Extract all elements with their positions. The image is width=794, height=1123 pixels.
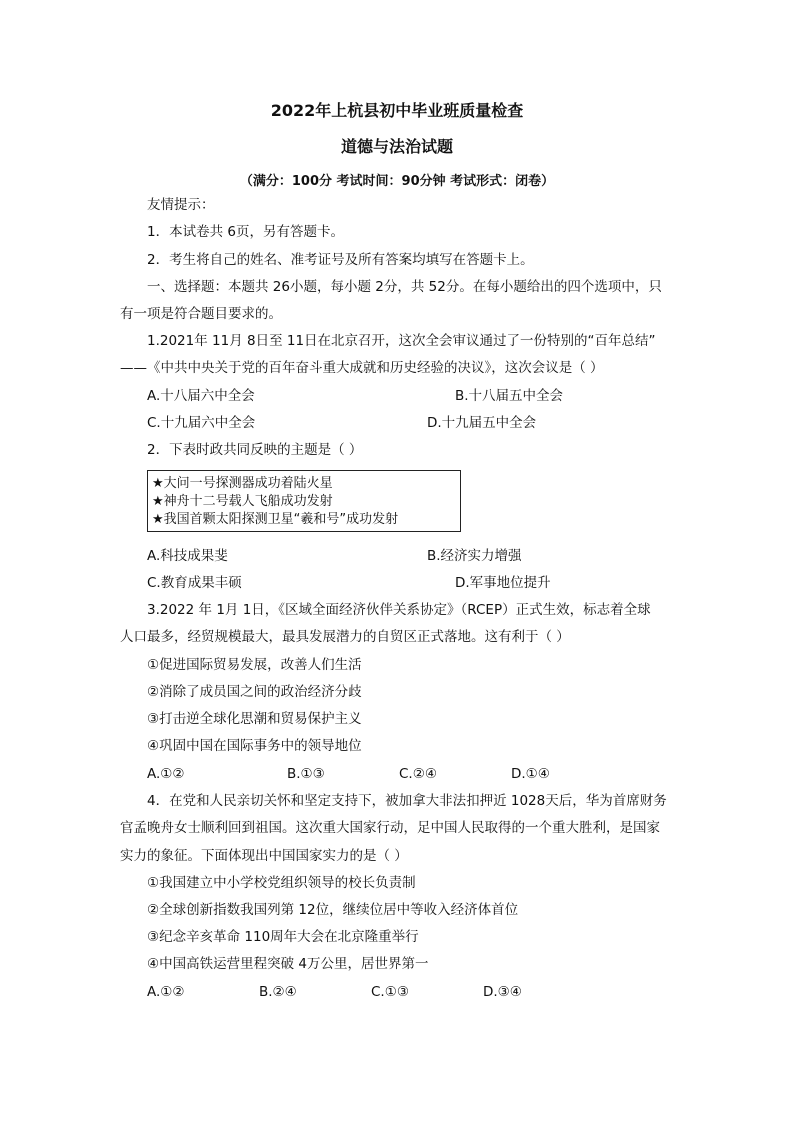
q3-statement-3: ③打击逆全球化思潮和贸易保护主义 (147, 711, 362, 727)
tips-heading: 友情提示： (147, 197, 215, 213)
q3-option-d: D.①④ (511, 766, 550, 782)
exam-info: （满分：100分 考试时间：90分钟 考试形式：闭卷） (239, 174, 555, 189)
q1-option-b: B.十八届五中全会 (455, 388, 564, 404)
q2-option-c: C.教育成果丰硕 (147, 575, 242, 591)
q3-option-a: A.①② (147, 766, 185, 782)
section-instruction-cont: 有一项是符合题目要求的。 (120, 306, 282, 322)
tip-item-1: 1．本试卷共 6页，另有答题卡。 (147, 224, 344, 240)
q4-option-a: A.①② (147, 984, 185, 1000)
q4-statement-1: ①我国建立中小学校党组织领导的校长负责制 (147, 875, 416, 891)
q3-stem: 3.2022 年 1月 1日，《区域全面经济伙伴关系协定》（RCEP）正式生效，标志着全球 (147, 602, 651, 618)
q1-stem: 1.2021年 11月 8日至 11日在北京召开，这次全会审议通过了一份特别的“百年总结” (147, 333, 656, 349)
exam-subject: 道德与法治试题 (340, 137, 453, 156)
q3-stem-cont: 人口最多，经贸规模最大，最具发展潜力的自贸区正式落地。这有利于（ ） (120, 629, 570, 645)
q4-stem-cont: 实力的象征。下面体现出中国国家实力的是（ ） (120, 848, 408, 864)
q3-option-b: B.①③ (287, 766, 325, 782)
q4-statement-4: ④中国高铁运营里程突破 4万公里，居世界第一 (147, 956, 429, 972)
q4-option-c: C.①③ (371, 984, 409, 1000)
page-title: 2022年上杭县初中毕业班质量检查 (270, 101, 524, 120)
q2-stem: 2．下表时政共同反映的主题是（ ） (147, 442, 363, 458)
q3-statement-2: ②消除了成员国之间的政治经济分歧 (147, 684, 362, 700)
q2-news-item: ★神舟十二号载人飞船成功发射 (152, 494, 333, 509)
q3-statement-4: ④巩固中国在国际事务中的领导地位 (147, 738, 362, 754)
q2-news-item: ★大问一号探测器成功着陆火星 (152, 476, 333, 491)
q4-statement-3: ③纪念辛亥革命 110周年大会在北京隆重举行 (147, 929, 419, 945)
q3-option-c: C.②④ (399, 766, 437, 782)
q3-statement-1: ①促进国际贸易发展，改善人们生活 (147, 657, 362, 673)
q1-stem-cont: ——《中共中央关于党的百年奋斗重大成就和历史经验的决议》，这次会议是（ ） (120, 360, 604, 376)
q1-option-d: D.十九届五中全会 (427, 415, 537, 431)
q1-option-a: A.十八届六中全会 (147, 388, 255, 404)
section-instruction: 一、选择题：本题共 26小题，每小题 2分，共 52分。在每小题给出的四个选项中，只 (147, 279, 662, 295)
q2-news-item: ★我国首颗太阳探测卫星“羲和号”成功发射 (152, 512, 399, 527)
q1-option-c: C.十九届六中全会 (147, 415, 256, 431)
q4-statement-2: ②全球创新指数我国列第 12位，继续位居中等收入经济体首位 (147, 902, 519, 918)
q2-option-a: A.科技成果斐 (147, 548, 228, 564)
q2-news-box (147, 470, 461, 532)
q4-stem-cont: 官孟晚舟女士顺利回到祖国。这次重大国家行动，足中国人民取得的一个重大胜利，是国家 (120, 820, 660, 836)
q2-option-d: D.军事地位提升 (455, 575, 551, 591)
tip-item-2: 2．考生将自己的姓名、准考证号及所有答案均填写在答题卡上。 (147, 252, 534, 268)
q4-stem: 4．在党和人民亲切关怀和坚定支持下，被加拿大非法扣押近 1028天后，华为首席财务 (147, 793, 667, 809)
q2-option-b: B.经济实力增强 (427, 548, 522, 564)
q4-option-b: B.②④ (259, 984, 297, 1000)
q4-option-d: D.③④ (483, 984, 522, 1000)
